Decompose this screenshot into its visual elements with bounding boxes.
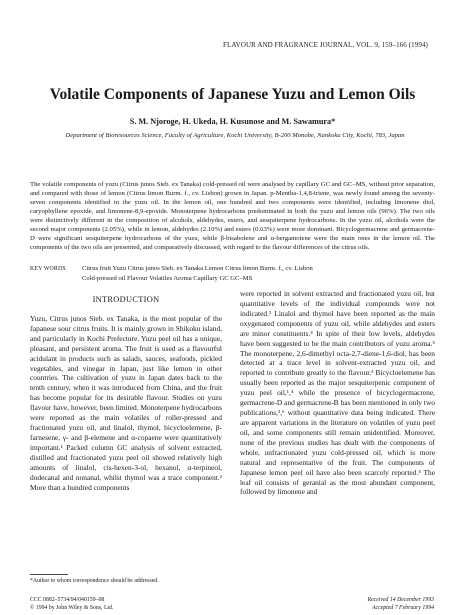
keywords-block (30, 264, 435, 284)
intro-paragraph: Yuzu, Citrus junos Sieb. ex Tanaka, is the most popular of the Japanese sour citrus fruits. It is mainly grown in Shikoku island, and particularly in Kochi Prefecture. Yuzu peel oil has a unique, pleasant, and persistent aroma. The fruit is used as a flavourful acidulant in products such as salads, sauces, seafoods, pickled vegetables, and vinegar in Japan, just like lemon in other countries. The cultivation of yuzu in Japan dates back to the tenth century, when it was introduced from China, and the fruit has become popular for its desirable flavour. Studies on yuzu flavour have, however, been limited. Monoterpene hydrocarbons were reported as the main volatiles of roller-pressed and fractionated yuzu oil, and linalol, thymol, bicycloelemene, β-farnesene, γ- and β-elemene and α-copaene were quantitatively important.¹ Packed column GC analysis of solvent extracted, distilled and fractionated yuzu peel oil showed relatively high amounts of linalol, cis-hexen-3-ol, hexanol, α-terpineol, dodecanal and nonanal, whilst thymol was a trace component.² More than a hundred components (30, 313, 222, 492)
article-title: Volatile Components of Japanese Yuzu and Lemon Oils (49, 86, 416, 103)
keywords-text-1: Citrus fruit Yuzu Citrus junos Sieb. ex Tanaka Lemon Citrus limon Burm. f., cv. Lisbon (82, 265, 313, 272)
author-list: S. M. Njoroge, H. Ukeda, H. Kusunose and M. Sawamura* (129, 117, 336, 126)
section-heading-introduction: INTRODUCTION (92, 295, 160, 304)
body-column-right (240, 289, 435, 497)
journal-header: FLAVOUR AND FRAGRANCE JOURNAL, VOL. 9, 159–166 (1994) (223, 41, 428, 49)
ccc-code: CCC 0882–5734/94/040159–08 (30, 597, 105, 603)
affiliation: Department of Bioresources Science, Faculty of Agriculture, Kochi University, B-200 Monobe, Nankoku City, Kochi, 783, Japan (65, 132, 405, 139)
keywords-label: KEY WORDS (30, 266, 66, 272)
intro-paragraph-continued: were reported in solvent extracted and fractionated yuzu oil, but quantitative levels of the individual compounds were not indicated.³ Linalol and thymol have been reported as the main oxygenated components of yuzu oil, while aldehydes and esters are minor constituents.⁴ In spite of their low levels, aldehydes have been suggested to be the main contributors of yuzu aroma.⁵ The monoterpene, 2,6-dimethyl octa-2,7-diene-1,6-diol, has been detected at a trace level in solvent-extracted yuzu oil, and reported to contribute greatly to the flavour.³ Bicycloelemene has usually been reported as the major sesquiterpenic component of yuzu peel oil,¹,⁴ while the presence of bicyclogermacrene, germacrene-D and germacrene-B has been mentioned in only two publications,³,⁶ without quantitative data being indicated. There are apparent variations in the literature on volatiles of yuzu peel oil, and some components still remain unidentified. Moreover, none of the previous studies has dealt with the components of whole, unfractionated yuzu cold-pressed oil, which is more natural and representative of the fruit. The components of Japanese lemon peel oil have also been scarcely reported.⁴ The leaf oil consists of geranial as the most abundant component, followed by limonene and (240, 289, 435, 497)
copyright-line: © 1994 by John Wiley & Sons, Ltd. (30, 605, 114, 611)
accepted-date: Accepted 7 February 1994 (372, 605, 434, 611)
body-column-left (30, 295, 222, 493)
keywords-line-1 (30, 264, 435, 274)
footnote-rule (30, 574, 68, 575)
publication-codes (30, 596, 113, 612)
received-date: Received 14 December 1993 (367, 597, 434, 603)
submission-dates (368, 596, 434, 612)
abstract: The volatile components of yuzu (Citrus junos Sieb. ex Tanaka) cold-pressed oil were analysed by capillary GC and GC–MS, without prior separation, and compared with those of lemon (Citrus limon Burm. f., cv. Lisbon) grown in Japan. p-Mentha-1,4,8-triene, was newly found among the seventy-seven components identified in the yuzu oil. In the lemon oil, one hundred and two components were identified, including limonene diol, caryophyllene epoxide, and limonene-8,9-epoxide. Monoterpene hydrocarbons predominated in both the yuzu and lemon oils (96%). The two oils were distinctively different in the composition of alcohols, aldehydes, esters, and sesquiterpene hydrocarbons. In the yuzu oil, alcohols were the second major components (2.05%), while in lemon, aldehydes (2.10%) and esters (0.63%) were more dominant. Bicyclogermacrene and germacrene-D were significant sesquiterpene hydrocarbons of the yuzu, while β-bisabolene and α-bergamotene were the main ones in the lemon oil. The components of the two oils are presented, and comparatively discussed, with regard to the flavour differences of the citrus oils. (30, 181, 435, 252)
correspondence-footnote: *Author to whom correspondence should be addressed. (30, 578, 159, 584)
keywords-line-2: Cold-pressed oil Flavour Volatiles Aroma Capillary GC GC–MS (82, 275, 253, 282)
